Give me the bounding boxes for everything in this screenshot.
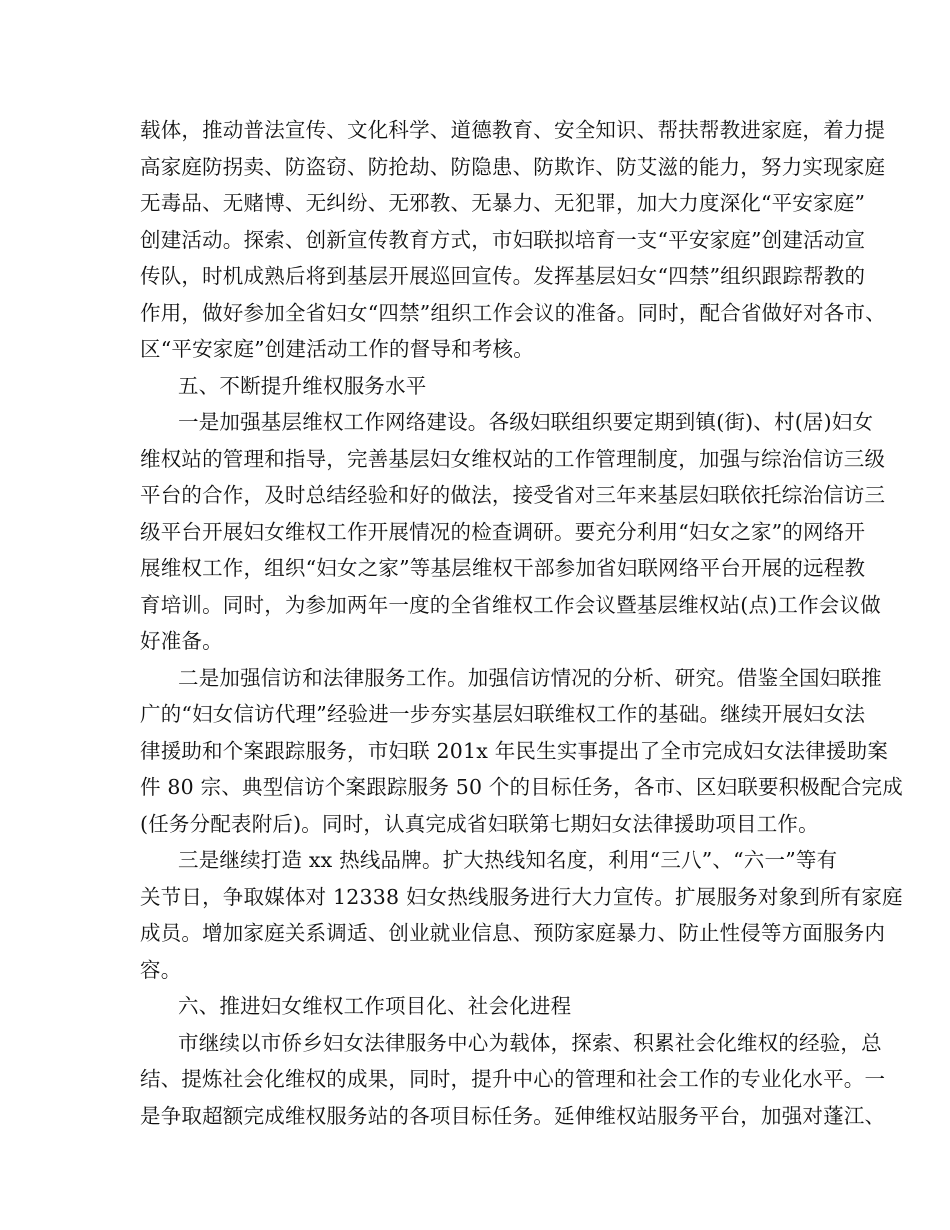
text-line: 律援助和个案跟踪服务，市妇联 201x 年民生实事提出了全市完成妇女法律援助案 xyxy=(140,738,889,763)
text-line: 展维权工作，组织“妇女之家”等基层维权干部参加省妇联网络平台开展的远程教 xyxy=(140,556,866,580)
text-line: 级平台开展妇女维权工作开展情况的检查调研。要充分利用“妇女之家”的网络开 xyxy=(140,519,866,544)
text-line: 区“平安家庭”创建活动工作的督导和考核。 xyxy=(140,337,534,361)
text-line: 好准备。 xyxy=(140,629,223,653)
text-line: 是争取超额完成维权服务站的各项目标任务。延伸维权站服务平台，加强对蓬江、 xyxy=(140,1103,886,1128)
paragraph-start-line: 三是继续打造 xx 热线品牌。扩大热线知名度，利用“三八”、“六一”等有 xyxy=(178,848,838,872)
text-line: 成员。增加家庭关系调适、创业就业信息、预防家庭暴力、防止性侵等方面服务内 xyxy=(140,921,886,945)
text-line: 无毒品、无赌博、无纠纷、无邪教、无暴力、无犯罪，加大力度深化“平安家庭” xyxy=(140,191,866,215)
paragraph-start-line: 市继续以市侨乡妇女法律服务中心为载体，探索、积累社会化维权的经验，总 xyxy=(178,1030,882,1055)
document-body xyxy=(140,112,903,1134)
text-line: 育培训。同时，为参加两年一度的全省维权工作会议暨基层维权站(点)工作会议做 xyxy=(140,592,881,617)
text-line: 维权站的管理和指导，完善基层妇女维权站的工作管理制度，加强与综治信访三级 xyxy=(140,446,886,471)
text-line: 载体，推动普法宣传、文化科学、道德教育、安全知识、帮扶帮教进家庭，着力提 xyxy=(140,118,886,142)
text-line: 作用，做好参加全省妇女“四禁”组织工作会议的准备。同时，配合省做好对各市、 xyxy=(140,300,886,325)
text-line: 高家庭防拐卖、防盗窃、防抢劫、防隐患、防欺诈、防艾滋的能力，努力实现家庭 xyxy=(140,154,886,179)
text-line: 容。 xyxy=(140,957,182,982)
text-line: 件 80 宗、典型信访个案跟踪服务 50 个的目标任务，各市、区妇联要积极配合完成 xyxy=(140,775,903,799)
paragraph-start-line: 五、不断提升维权服务水平 xyxy=(178,373,427,398)
text-line: 创建活动。探索、创新宣传教育方式，市妇联拟培育一支“平安家庭”创建活动宣 xyxy=(140,227,866,252)
text-line: 广的“妇女信访代理”经验进一步夯实基层妇联维权工作的基础。继续开展妇女法 xyxy=(140,702,866,726)
text-line: 关节日，争取媒体对 12338 妇女热线服务进行大力宣传。扩展服务对象到所有家庭 xyxy=(140,884,903,909)
paragraph-start-line: 一是加强基层维权工作网络建设。各级妇联组织要定期到镇(街)、村(居)妇女 xyxy=(178,410,874,434)
text-line: (任务分配表附后)。同时，认真完成省妇联第七期妇女法律援助项目工作。 xyxy=(140,811,819,836)
text-line: 平台的合作，及时总结经验和好的做法，接受省对三年来基层妇联依托综治信访三 xyxy=(140,483,886,507)
text-line: 结、提炼社会化维权的成果，同时，提升中心的管理和社会工作的专业化水平。一 xyxy=(140,1067,886,1091)
paragraph-start-line: 六、推进妇女维权工作项目化、社会化进程 xyxy=(178,994,572,1018)
paragraph-start-line: 二是加强信访和法律服务工作。加强信访情况的分析、研究。借鉴全国妇联推 xyxy=(178,665,882,690)
text-line: 传队，时机成熟后将到基层开展巡回宣传。发挥基层妇女“四禁”组织跟踪帮教的 xyxy=(140,264,866,288)
